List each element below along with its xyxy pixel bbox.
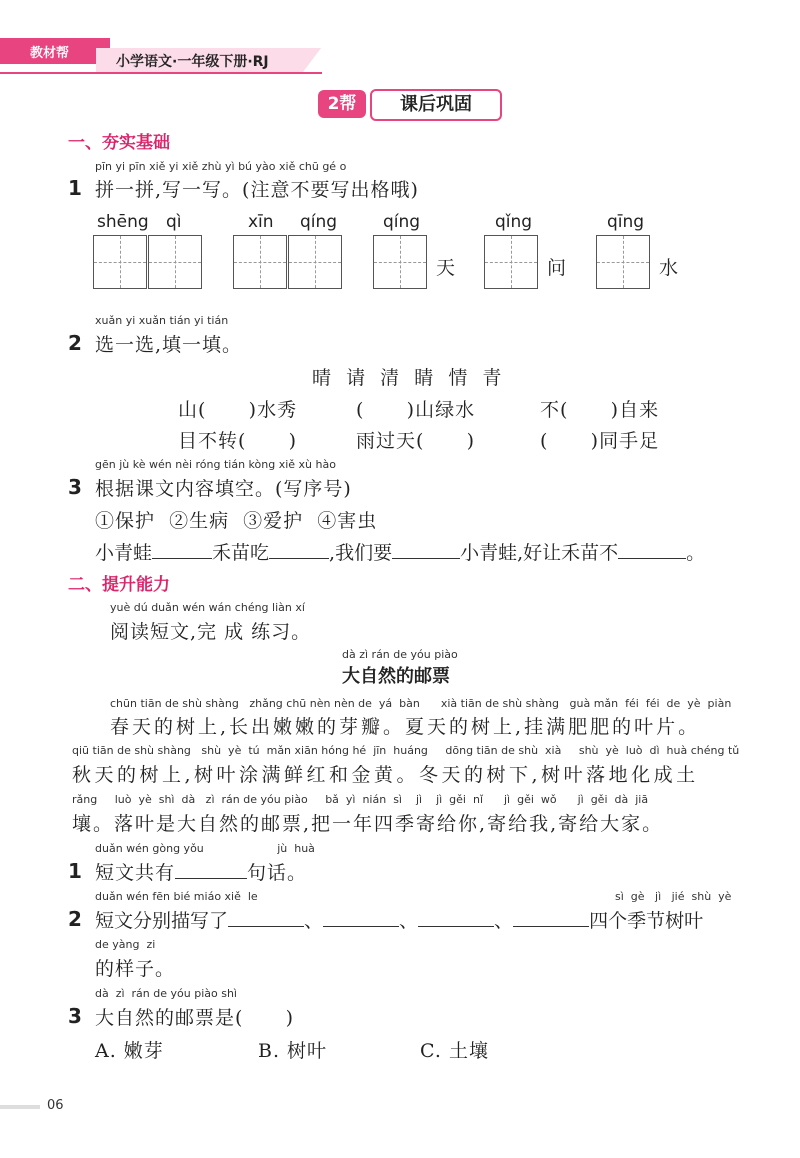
rq2-pinyin: duǎn wén fēn bié miáo xiě le bbox=[95, 890, 258, 903]
q1-writing-grid[interactable] bbox=[373, 235, 427, 289]
q1-number: 1 bbox=[68, 176, 82, 200]
q3-blank[interactable] bbox=[392, 540, 460, 559]
rq2-text bbox=[95, 906, 703, 933]
rq2-blank[interactable] bbox=[418, 908, 494, 927]
rq1-text-after: 句话。 bbox=[247, 862, 308, 884]
lesson-badge-number: 2帮 bbox=[318, 90, 366, 118]
q2-blank[interactable]: ( )同手足 bbox=[540, 430, 660, 452]
rq2-text-after: 四个季节树叶 bbox=[589, 910, 704, 932]
q3-sentence-part: 禾苗吃 bbox=[212, 542, 270, 564]
rq1-number: 1 bbox=[68, 859, 82, 883]
rq1-text bbox=[95, 858, 307, 885]
reading-title-pinyin: dà zì rán de yóu piào bbox=[342, 648, 458, 661]
q1-writing-grid[interactable] bbox=[484, 235, 538, 289]
q2-blank[interactable]: 目不转( ) bbox=[178, 430, 298, 452]
q2-blank[interactable]: 雨过天( ) bbox=[356, 430, 476, 452]
q2-blank[interactable]: 山( )水秀 bbox=[178, 399, 298, 421]
q1-group2-pinyin2: qíng bbox=[300, 212, 338, 232]
rq1-blank[interactable] bbox=[175, 860, 247, 879]
q3-blank[interactable] bbox=[269, 540, 329, 559]
rq2-blank[interactable] bbox=[323, 908, 399, 927]
reading-p1: 春天的树上,长出嫩嫩的芽瓣。夏天的树上,挂满肥肥的叶片。 bbox=[110, 716, 701, 738]
q1-group3-pinyin: qíng bbox=[383, 212, 421, 232]
q3-number: 3 bbox=[68, 475, 82, 499]
q1-group4-suffix: 问 bbox=[547, 257, 567, 279]
q1-instruction: 拼一拼,写一写。(注意不要写出格哦) bbox=[95, 179, 419, 201]
rq3-number: 3 bbox=[68, 1004, 82, 1028]
rq3-option-b[interactable]: B. 树叶 bbox=[258, 1040, 328, 1062]
rq3-question: 大自然的邮票是( ) bbox=[95, 1007, 295, 1029]
q1-group3-suffix: 天 bbox=[436, 257, 456, 279]
rq2-number: 2 bbox=[68, 907, 82, 931]
section-title-basics: 一、夯实基础 bbox=[68, 133, 170, 153]
header-subtitle: 小学语文·一年级下册·RJ bbox=[116, 54, 269, 70]
section-title-ability: 二、提升能力 bbox=[68, 575, 170, 595]
q3-sentence-part: 小青蛙 bbox=[95, 542, 153, 564]
header-brand: 教材帮 bbox=[30, 46, 70, 61]
q2-pinyin: xuǎn yi xuǎn tián yi tián bbox=[95, 314, 229, 327]
rq2-line2: 的样子。 bbox=[95, 958, 176, 980]
rq2-blank[interactable] bbox=[513, 908, 589, 927]
q3-instruction: 根据课文内容填空。(写序号) bbox=[95, 478, 352, 500]
rq3-option-a[interactable]: A. 嫩芽 bbox=[95, 1040, 164, 1062]
q1-group5-pinyin: qīng bbox=[607, 212, 645, 232]
reading-instruction-pinyin: yuè dú duǎn wén wán chéng liàn xí bbox=[110, 601, 305, 614]
q3-blank[interactable] bbox=[618, 540, 686, 559]
rq1-pinyin: duǎn wén gòng yǒu jù huà bbox=[95, 842, 315, 855]
header-rule bbox=[0, 72, 322, 74]
q3-sentence-part: 小青蛙,好让禾苗不 bbox=[460, 542, 619, 564]
q1-pinyin: pīn yi pīn xiě yi xiě zhù yì bú yào xiě chū gé o bbox=[95, 160, 347, 173]
q3-blank[interactable] bbox=[152, 540, 212, 559]
q3-sentence-part: 。 bbox=[686, 542, 706, 564]
q1-writing-grid[interactable] bbox=[148, 235, 202, 289]
q1-group5-suffix: 水 bbox=[659, 257, 679, 279]
reading-p2: 秋天的树上,树叶涂满鲜红和金黄。冬天的树下,树叶落地化成土 bbox=[72, 764, 699, 786]
q1-writing-grid[interactable] bbox=[93, 235, 147, 289]
q3-choices: ①保护 ②生病 ③爱护 ④害虫 bbox=[95, 510, 378, 532]
q2-number: 2 bbox=[68, 331, 82, 355]
q2-blank[interactable]: ( )山绿水 bbox=[356, 399, 476, 421]
q1-group1-pinyin1: shēng bbox=[97, 212, 149, 232]
rq2-separator: 、 bbox=[399, 910, 419, 932]
lesson-badge-title: 课后巩固 bbox=[370, 89, 502, 121]
q1-writing-grid[interactable] bbox=[233, 235, 287, 289]
q1-group4-pinyin: qǐng bbox=[495, 212, 533, 232]
q1-writing-grid[interactable] bbox=[288, 235, 342, 289]
rq2-blank[interactable] bbox=[228, 908, 304, 927]
reading-title: 大自然的邮票 bbox=[342, 666, 450, 687]
rq3-option-c[interactable]: C. 土壤 bbox=[420, 1040, 489, 1062]
q1-group1-pinyin2: qì bbox=[166, 212, 182, 232]
reading-p3: 壤。落叶是大自然的邮票,把一年四季寄给你,寄给我,寄给大家。 bbox=[72, 813, 664, 835]
page-number: 06 bbox=[47, 1098, 64, 1113]
q2-blank[interactable]: 不( )自来 bbox=[540, 399, 660, 421]
q1-writing-grid[interactable] bbox=[596, 235, 650, 289]
rq1-text-before: 短文共有 bbox=[95, 862, 176, 884]
reading-p2-pinyin: qiū tiān de shù shàng shù yè tú mǎn xiān hóng hé jīn huáng dōng tiān de shù xià shù yè luò dì huà chéng tǔ bbox=[72, 744, 740, 757]
reading-p3-pinyin: rǎng luò yè shì dà zì rán de yóu piào bǎ yì nián sì jì jì gěi nǐ jì gěi wǒ jì gěi dà jiā bbox=[72, 793, 649, 806]
q2-instruction: 选一选,填一填。 bbox=[95, 334, 243, 356]
rq2-pinyin-right: sì gè jì jié shù yè bbox=[615, 890, 732, 903]
q2-options: 晴 请 清 睛 情 青 bbox=[312, 367, 503, 389]
q3-sentence-part: ,我们要 bbox=[329, 542, 393, 564]
rq2-text-before: 短文分别描写了 bbox=[95, 910, 229, 932]
reading-p1-pinyin: chūn tiān de shù shàng zhǎng chū nèn nèn de yá bàn xià tiān de shù shàng guà mǎn féi féi de yè piàn bbox=[110, 697, 732, 710]
q3-sentence bbox=[95, 538, 705, 565]
q1-group2-pinyin1: xīn bbox=[248, 212, 274, 232]
q3-pinyin: gēn jù kè wén nèi róng tián kòng xiě xù hào bbox=[95, 458, 336, 471]
footer-bar bbox=[0, 1105, 40, 1109]
rq2-line2-pinyin: de yàng zi bbox=[95, 938, 156, 951]
rq3-pinyin: dà zì rán de yóu piào shì bbox=[95, 987, 237, 1000]
rq2-separator: 、 bbox=[494, 910, 514, 932]
reading-instruction: 阅读短文,完 成 练习。 bbox=[110, 621, 312, 643]
rq2-separator: 、 bbox=[304, 910, 324, 932]
